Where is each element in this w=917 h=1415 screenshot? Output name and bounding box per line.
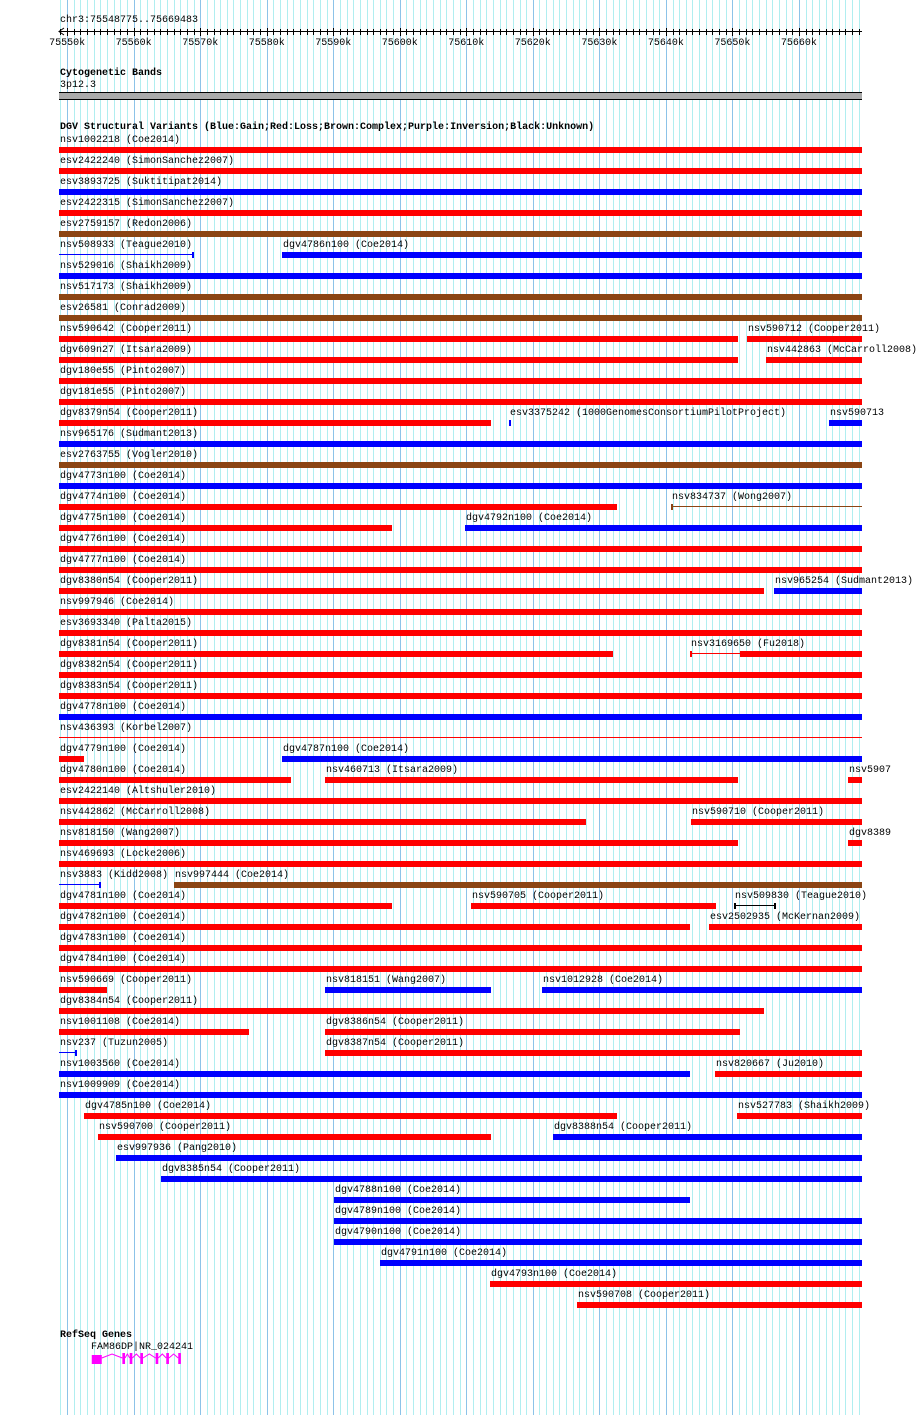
variant-bar[interactable]: [282, 252, 862, 258]
variant-label[interactable]: dgv4775n100 (Coe2014): [60, 513, 187, 524]
variant-bar[interactable]: [766, 357, 862, 363]
variant-bar[interactable]: [59, 609, 862, 615]
variant-start-tick[interactable]: [734, 903, 736, 909]
variant-label[interactable]: nsv818151 (Wang2007): [326, 975, 447, 986]
variant-label[interactable]: esv997936 (Pang2010): [117, 1143, 238, 1154]
variant-bar[interactable]: [59, 147, 862, 153]
ruler-tick-label: 75600k: [381, 38, 418, 49]
variant-label[interactable]: nsv3169650 (Fu2018): [691, 639, 806, 650]
variant-bar[interactable]: [59, 945, 862, 951]
variant-label[interactable]: nsv820667 (Ju2010): [716, 1059, 825, 1070]
variant-bar[interactable]: [325, 1050, 862, 1056]
variant-label[interactable]: nsv5907: [849, 765, 892, 776]
variant-line[interactable]: [59, 254, 194, 255]
variant-label[interactable]: dgv4792n100 (Coe2014): [466, 513, 593, 524]
variant-label[interactable]: dgv4784n100 (Coe2014): [60, 954, 187, 965]
variant-bar[interactable]: [509, 420, 511, 426]
ruler-tick-label: 75580k: [248, 38, 285, 49]
variant-bar[interactable]: [325, 777, 738, 783]
variant-end-tick[interactable]: [192, 252, 194, 258]
variant-label[interactable]: dgv4788n100 (Coe2014): [335, 1185, 462, 1196]
variant-bar[interactable]: [59, 987, 107, 993]
variant-bar[interactable]: [59, 273, 862, 279]
variant-bar[interactable]: [59, 420, 491, 426]
variant-bar[interactable]: [577, 1302, 862, 1308]
variant-label[interactable]: nsv517173 (Shaikh2009): [60, 282, 193, 293]
cyto-band-label: 3p12.3: [60, 80, 97, 91]
variant-label[interactable]: nsv590700 (Cooper2011): [99, 1122, 232, 1133]
variant-label[interactable]: nsv508933 (Teague2010): [60, 240, 193, 251]
variant-label[interactable]: dgv4790n100 (Coe2014): [335, 1227, 462, 1238]
variant-label[interactable]: nsv997444 (Coe2014): [175, 870, 290, 881]
variant-bar[interactable]: [59, 441, 862, 447]
variant-bar[interactable]: [59, 189, 862, 195]
intron-line: [132, 1354, 140, 1358]
variant-label[interactable]: nsv460713 (Itsara2009): [326, 765, 459, 776]
ruler-tick-label: 75590k: [315, 38, 352, 49]
intron-line: [102, 1354, 123, 1358]
variant-bar[interactable]: [59, 756, 84, 762]
refseq-track-title: RefSeq Genes: [60, 1330, 133, 1341]
variant-label[interactable]: dgv4791n100 (Coe2014): [381, 1248, 508, 1259]
region-label: chr3:75548775..75669483: [60, 15, 199, 26]
variant-bar[interactable]: [737, 1113, 862, 1119]
variant-label[interactable]: esv2502935 (McKernan2009): [710, 912, 861, 923]
variant-label[interactable]: nsv1009909 (Coe2014): [60, 1080, 181, 1091]
variant-label[interactable]: dgv4780n100 (Coe2014): [60, 765, 187, 776]
variant-bar[interactable]: [84, 1113, 617, 1119]
ruler-tick-label: 75570k: [182, 38, 219, 49]
ruler-tick-label: 75660k: [780, 38, 817, 49]
intron-line: [158, 1354, 166, 1358]
variant-bar[interactable]: [542, 987, 862, 993]
ruler-tick-label: 75550k: [49, 38, 86, 49]
variant-bar[interactable]: [709, 924, 862, 930]
variant-bar[interactable]: [59, 336, 738, 342]
variant-label[interactable]: nsv1001108 (Coe2014): [60, 1017, 181, 1028]
exon-box: [178, 1353, 181, 1364]
variant-bar[interactable]: [59, 588, 764, 594]
variant-bar[interactable]: [59, 693, 862, 699]
variant-label[interactable]: nsv469693 (Locke2006): [60, 849, 187, 860]
variant-bar[interactable]: [829, 420, 862, 426]
variant-label[interactable]: esv2422140 (Altshuler2010): [60, 786, 217, 797]
variant-label[interactable]: nsv237 (Tuzun2005): [60, 1038, 169, 1049]
variant-bar[interactable]: [59, 462, 862, 468]
variant-label[interactable]: esv2422315 (SimonSanchez2007): [60, 198, 235, 209]
variant-label[interactable]: dgv8386n54 (Cooper2011): [326, 1017, 465, 1028]
variant-bar[interactable]: [59, 357, 738, 363]
variant-bar[interactable]: [747, 336, 862, 342]
variant-start-tick[interactable]: [690, 651, 692, 657]
variant-label[interactable]: dgv4785n100 (Coe2014): [85, 1101, 212, 1112]
variant-label[interactable]: nsv818150 (Wang2007): [60, 828, 181, 839]
variant-label[interactable]: nsv1012928 (Coe2014): [543, 975, 664, 986]
variant-bar[interactable]: [116, 1155, 862, 1161]
exon-box: [140, 1353, 143, 1364]
variant-bar[interactable]: [553, 1134, 862, 1140]
variant-label[interactable]: dgv8379n54 (Cooper2011): [60, 408, 199, 419]
ruler-tick-label: 75560k: [115, 38, 152, 49]
variant-bar[interactable]: [325, 987, 491, 993]
variant-start-tick[interactable]: [671, 504, 673, 510]
variant-bar[interactable]: [59, 378, 862, 384]
variant-bar[interactable]: [59, 798, 862, 804]
variant-bar[interactable]: [59, 840, 738, 846]
variant-label[interactable]: dgv4793n100 (Coe2014): [491, 1269, 618, 1280]
variant-label[interactable]: nsv529016 (Shaikh2009): [60, 261, 193, 272]
variant-label[interactable]: nsv590708 (Cooper2011): [578, 1290, 711, 1301]
variant-line[interactable]: [690, 653, 740, 654]
variant-bar[interactable]: [59, 1071, 690, 1077]
variant-bar[interactable]: [715, 1071, 862, 1077]
variant-label[interactable]: dgv8381n54 (Cooper2011): [60, 639, 199, 650]
variant-bar[interactable]: [59, 1008, 764, 1014]
variant-label[interactable]: nsv436393 (Korbel2007): [60, 723, 193, 734]
variant-bar[interactable]: [465, 525, 862, 531]
variant-bar[interactable]: [691, 819, 862, 825]
ruler-tick-label: 75640k: [647, 38, 684, 49]
variant-label[interactable]: nsv590642 (Cooper2011): [60, 324, 193, 335]
variant-bar[interactable]: [59, 504, 617, 510]
variant-bar[interactable]: [59, 966, 862, 972]
variant-label[interactable]: esv2763755 (Vogler2010): [60, 450, 199, 461]
variant-label[interactable]: esv26581 (Conrad2009): [60, 303, 187, 314]
variant-bar[interactable]: [59, 1092, 862, 1098]
cyto-track-title: Cytogenetic Bands: [60, 68, 163, 79]
variant-label[interactable]: nsv590713: [830, 408, 885, 419]
variant-label[interactable]: nsv590712 (Cooper2011): [748, 324, 881, 335]
variant-end-tick[interactable]: [774, 903, 776, 909]
variant-label[interactable]: dgv8385n54 (Cooper2011): [162, 1164, 301, 1175]
variant-bar[interactable]: [161, 1176, 862, 1182]
variant-bar[interactable]: [59, 546, 862, 552]
variant-label[interactable]: dgv4781n100 (Coe2014): [60, 891, 187, 902]
gene-label[interactable]: FAM86DP|NR_024241: [91, 1342, 194, 1353]
variant-label[interactable]: dgv8388n54 (Cooper2011): [554, 1122, 693, 1133]
variant-label[interactable]: dgv4786n100 (Coe2014): [283, 240, 410, 251]
variant-bar[interactable]: [59, 777, 291, 783]
exon-box: [122, 1353, 125, 1364]
variant-bar[interactable]: [59, 714, 862, 720]
variant-bar[interactable]: [471, 903, 716, 909]
variant-label[interactable]: nsv834737 (Wong2007): [672, 492, 793, 503]
variant-bar[interactable]: [59, 525, 392, 531]
variant-label[interactable]: nsv442863 (McCarroll2008): [767, 345, 917, 356]
variant-label[interactable]: nsv509830 (Teague2010): [735, 891, 868, 902]
variant-label[interactable]: dgv4782n100 (Coe2014): [60, 912, 187, 923]
variant-bar[interactable]: [848, 840, 862, 846]
variant-bar[interactable]: [59, 861, 862, 867]
variant-label[interactable]: dgv8383n54 (Cooper2011): [60, 681, 199, 692]
variant-bar[interactable]: [59, 651, 613, 657]
ruler-tick-label: 75620k: [514, 38, 551, 49]
variant-line[interactable]: [671, 506, 862, 507]
variant-end-tick[interactable]: [75, 1050, 77, 1056]
variant-bar[interactable]: [490, 1281, 862, 1287]
variant-label[interactable]: dgv4776n100 (Coe2014): [60, 534, 187, 545]
variant-bar[interactable]: [59, 231, 862, 237]
variant-end-tick[interactable]: [99, 882, 101, 888]
variant-line[interactable]: [59, 737, 862, 738]
variant-label[interactable]: nsv3883 (Kidd2008): [60, 870, 169, 881]
variant-bar[interactable]: [848, 777, 862, 783]
variant-label[interactable]: dgv8380n54 (Cooper2011): [60, 576, 199, 587]
variant-bar[interactable]: [59, 399, 862, 405]
variant-label[interactable]: nsv965254 (Sudmant2013): [775, 576, 914, 587]
variant-label[interactable]: nsv590710 (Cooper2011): [692, 807, 825, 818]
variant-bar[interactable]: [59, 294, 862, 300]
intron-line: [143, 1354, 156, 1358]
variant-label[interactable]: dgv609n27 (Itsara2009): [60, 345, 193, 356]
variant-label[interactable]: dgv4778n100 (Coe2014): [60, 702, 187, 713]
variant-label[interactable]: dgv8382n54 (Cooper2011): [60, 660, 199, 671]
variant-bar[interactable]: [59, 903, 392, 909]
dgv-track-title: DGV Structural Variants (Blue:Gain;Red:Loss;Brown:Complex;Purple:Inversion;Black:Unknown): [60, 122, 595, 133]
variant-bar[interactable]: [59, 315, 862, 321]
variant-bar[interactable]: [334, 1239, 862, 1245]
variant-label[interactable]: nsv997946 (Coe2014): [60, 597, 175, 608]
variant-bar[interactable]: [174, 882, 862, 888]
variant-bar[interactable]: [59, 630, 862, 636]
variant-label[interactable]: dgv180e55 (Pinto2007): [60, 366, 187, 377]
variant-bar[interactable]: [59, 567, 862, 573]
variant-bar[interactable]: [59, 168, 862, 174]
variant-label[interactable]: esv2422240 (SimonSanchez2007): [60, 156, 235, 167]
variant-label[interactable]: dgv8387n54 (Cooper2011): [326, 1038, 465, 1049]
variant-bar[interactable]: [59, 210, 862, 216]
cyto-band-bar[interactable]: [59, 92, 862, 100]
variant-bar[interactable]: [334, 1218, 862, 1224]
intron-line: [125, 1354, 130, 1358]
variant-label[interactable]: nsv590705 (Cooper2011): [472, 891, 605, 902]
variant-bar[interactable]: [325, 1029, 740, 1035]
variant-label[interactable]: esv3375242 (1000GenomesConsortiumPilotProject): [510, 408, 787, 419]
ruler-tick-label: 75610k: [448, 38, 485, 49]
ruler: [0, 26, 890, 48]
variant-bar[interactable]: [774, 588, 862, 594]
ruler-tick-label: 75650k: [714, 38, 751, 49]
variant-label[interactable]: dgv4777n100 (Coe2014): [60, 555, 187, 566]
variant-bar[interactable]: [59, 483, 862, 489]
variant-bar[interactable]: [282, 756, 862, 762]
variant-label[interactable]: nsv527783 (Shaikh2009): [738, 1101, 871, 1112]
variant-line[interactable]: [59, 884, 101, 885]
variant-label[interactable]: dgv4783n100 (Coe2014): [60, 933, 187, 944]
variant-bar[interactable]: [334, 1197, 690, 1203]
variant-bar[interactable]: [59, 924, 690, 930]
variant-label[interactable]: dgv4789n100 (Coe2014): [335, 1206, 462, 1217]
variant-label[interactable]: esv3693340 (Palta2015): [60, 618, 193, 629]
variant-label[interactable]: nsv965176 (Sudmant2013): [60, 429, 199, 440]
variant-label[interactable]: nsv442862 (McCarroll2008): [60, 807, 211, 818]
exon-box: [156, 1353, 159, 1364]
exon-box: [166, 1353, 169, 1364]
exon-box: [92, 1355, 102, 1364]
variant-label[interactable]: esv2759157 (Redon2006): [60, 219, 193, 230]
variant-label[interactable]: dgv8389: [849, 828, 892, 839]
variant-bar[interactable]: [59, 1029, 249, 1035]
variant-bar[interactable]: [380, 1260, 862, 1266]
variant-label[interactable]: dgv4779n100 (Coe2014): [60, 744, 187, 755]
intron-line: [169, 1354, 178, 1358]
gene-model[interactable]: [0, 1352, 890, 1368]
variant-label[interactable]: nsv590669 (Cooper2011): [60, 975, 193, 986]
ruler-tick-label: 75630k: [581, 38, 618, 49]
exon-box: [130, 1353, 133, 1364]
variant-label[interactable]: dgv4773n100 (Coe2014): [60, 471, 187, 482]
variant-label[interactable]: nsv1003560 (Coe2014): [60, 1059, 181, 1070]
variant-bar[interactable]: [98, 1134, 491, 1140]
variant-bar[interactable]: [740, 651, 862, 657]
variant-label[interactable]: nsv1002218 (Coe2014): [60, 135, 181, 146]
variant-label[interactable]: dgv8384n54 (Cooper2011): [60, 996, 199, 1007]
variant-bar[interactable]: [59, 672, 862, 678]
variant-label[interactable]: esv3893725 (Suktitipat2014): [60, 177, 223, 188]
variant-label[interactable]: dgv4787n100 (Coe2014): [283, 744, 410, 755]
variant-label[interactable]: dgv181e55 (Pinto2007): [60, 387, 187, 398]
variant-line[interactable]: [734, 905, 776, 906]
variant-label[interactable]: dgv4774n100 (Coe2014): [60, 492, 187, 503]
variant-bar[interactable]: [59, 819, 586, 825]
